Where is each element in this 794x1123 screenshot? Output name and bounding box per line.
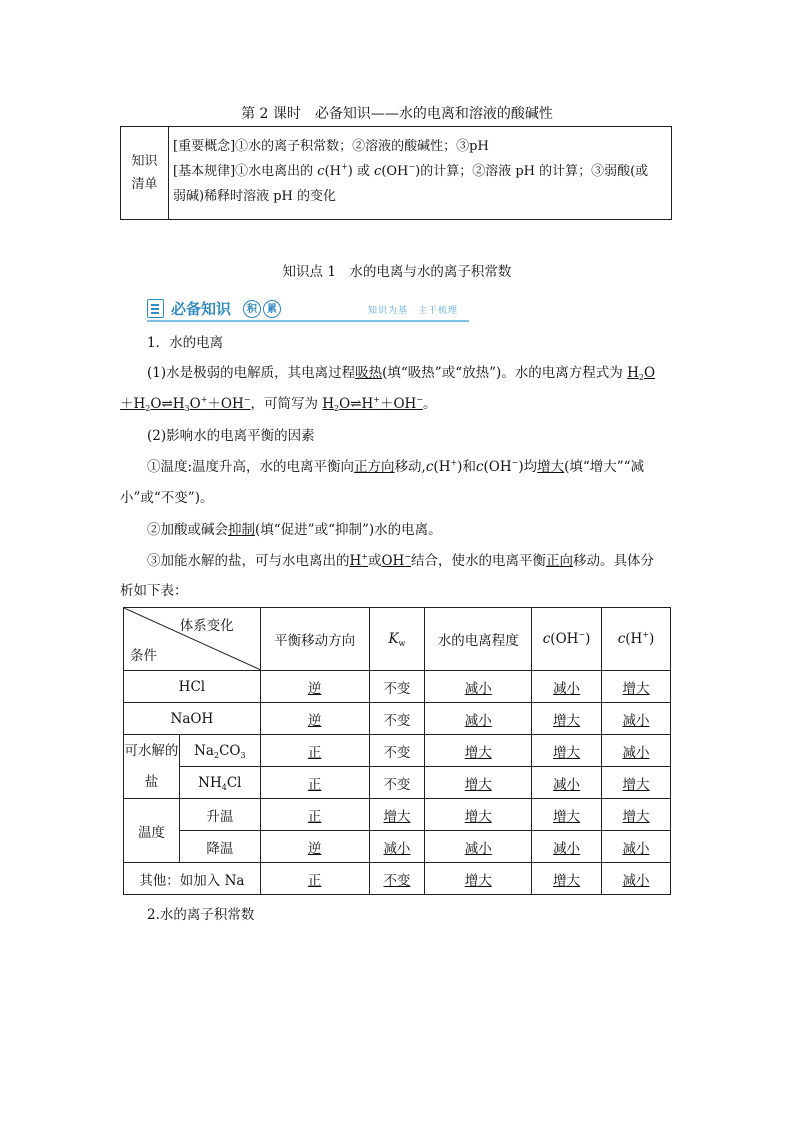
knowledge-line-3: 弱碱)稀释时溶液 pH 的变化 [173,189,336,204]
paragraph-temperature: ①温度:温度升高，水的电离平衡向正方向移动,c(H+)和c(OH−)均增大(填“增大”“减 [147,458,645,475]
col-header-oh: c(OH−) [532,608,602,671]
knowledge-line-2: [基本规律]①水电离出的 c(H+) 或 c(OH−)的计算；②溶液 pH 的计算；③弱酸(或 [173,162,649,179]
banner-subtitle: 知识为基 主干梳理 [368,306,459,316]
heading-factors: (2)影响水的电离平衡的因素 [147,428,315,444]
paragraph-1-cont: $+H_2O\rightleftharpoons H_3O^++OH^-$，可简写为 $H_2O\rightleftharpoons H^++OH^-$。 [120,395,437,413]
banner-seal-2: 累 [263,300,281,318]
table-row: $NH_4Cl$ 正 不变 增大 减小 增大 [124,767,671,799]
table-row: NaOH 逆 不变 减小 增大 减小 [124,703,671,735]
col-header-degree: 水的电离程度 [425,608,532,671]
paragraph-1: (1)水是极弱的电解质，其电离过程吸热(填“吸热”或“放热”)。水的电离方程式为 $H_2O$ [147,365,656,382]
paragraph-temperature-cont: 小”或“不变”)。 [120,490,214,506]
paragraph-hydrolysis-cont: 析如下表： [120,583,188,599]
knowledge-list-label: 知识 清单 [121,127,169,219]
knowledge-list-content [173,134,667,209]
paragraph-acid-base: ②加酸或碱会抑制(填“促进”或“抑制”)水的电离。 [147,522,442,538]
table-row: 可水解的盐 $Na_2CO_3$ 正 不变 增大 增大 减小 [124,735,671,767]
table-row: 温度 升温 正 增大 增大 增大 增大 [124,799,671,831]
knowledge-list-box [120,126,672,220]
table-row: 降温 逆 减小 减小 减小 减小 [124,831,671,863]
group-temperature: 温度 [124,799,180,863]
section-title: 知识点 1 水的电离与水的离子积常数 [282,264,512,280]
banner-label: 必备知识 [171,300,232,318]
heading-water-ionization: 1．水的电离 [147,335,224,351]
col-header-kw: $K_w$ [369,608,425,671]
group-hydrolyzable-salt: 可水解的盐 [124,735,180,799]
banner-seal-1: 积 [243,300,261,318]
table-row: 其他：如加入 Na 正 不变 增大 增大 减小 [124,863,671,895]
table-header-row [124,608,671,671]
heading-ion-product: 2.水的离子积常数 [147,907,255,923]
section-banner [147,298,469,322]
notebook-icon [147,299,164,318]
table-row: HCl 逆 不变 减小 减小 增大 [124,671,671,703]
paragraph-hydrolysis: ③加能水解的盐，可与水电离出的H+或OH−结合，使水的电离平衡正向移动。具体分 [147,552,655,569]
page-title: 第 2 课时 必备知识——水的电离和溶液的酸碱性 [241,106,553,122]
col-header-direction: 平衡移动方向 [260,608,369,671]
equilibrium-table [123,607,671,895]
banner-underline [147,320,469,322]
knowledge-line-1: [重要概念]①水的离子积常数；②溶液的酸碱性；③pH [173,139,489,154]
table-diagonal-header: 体系变化 条件 [124,608,261,671]
col-header-h: c(H+) [602,608,671,671]
